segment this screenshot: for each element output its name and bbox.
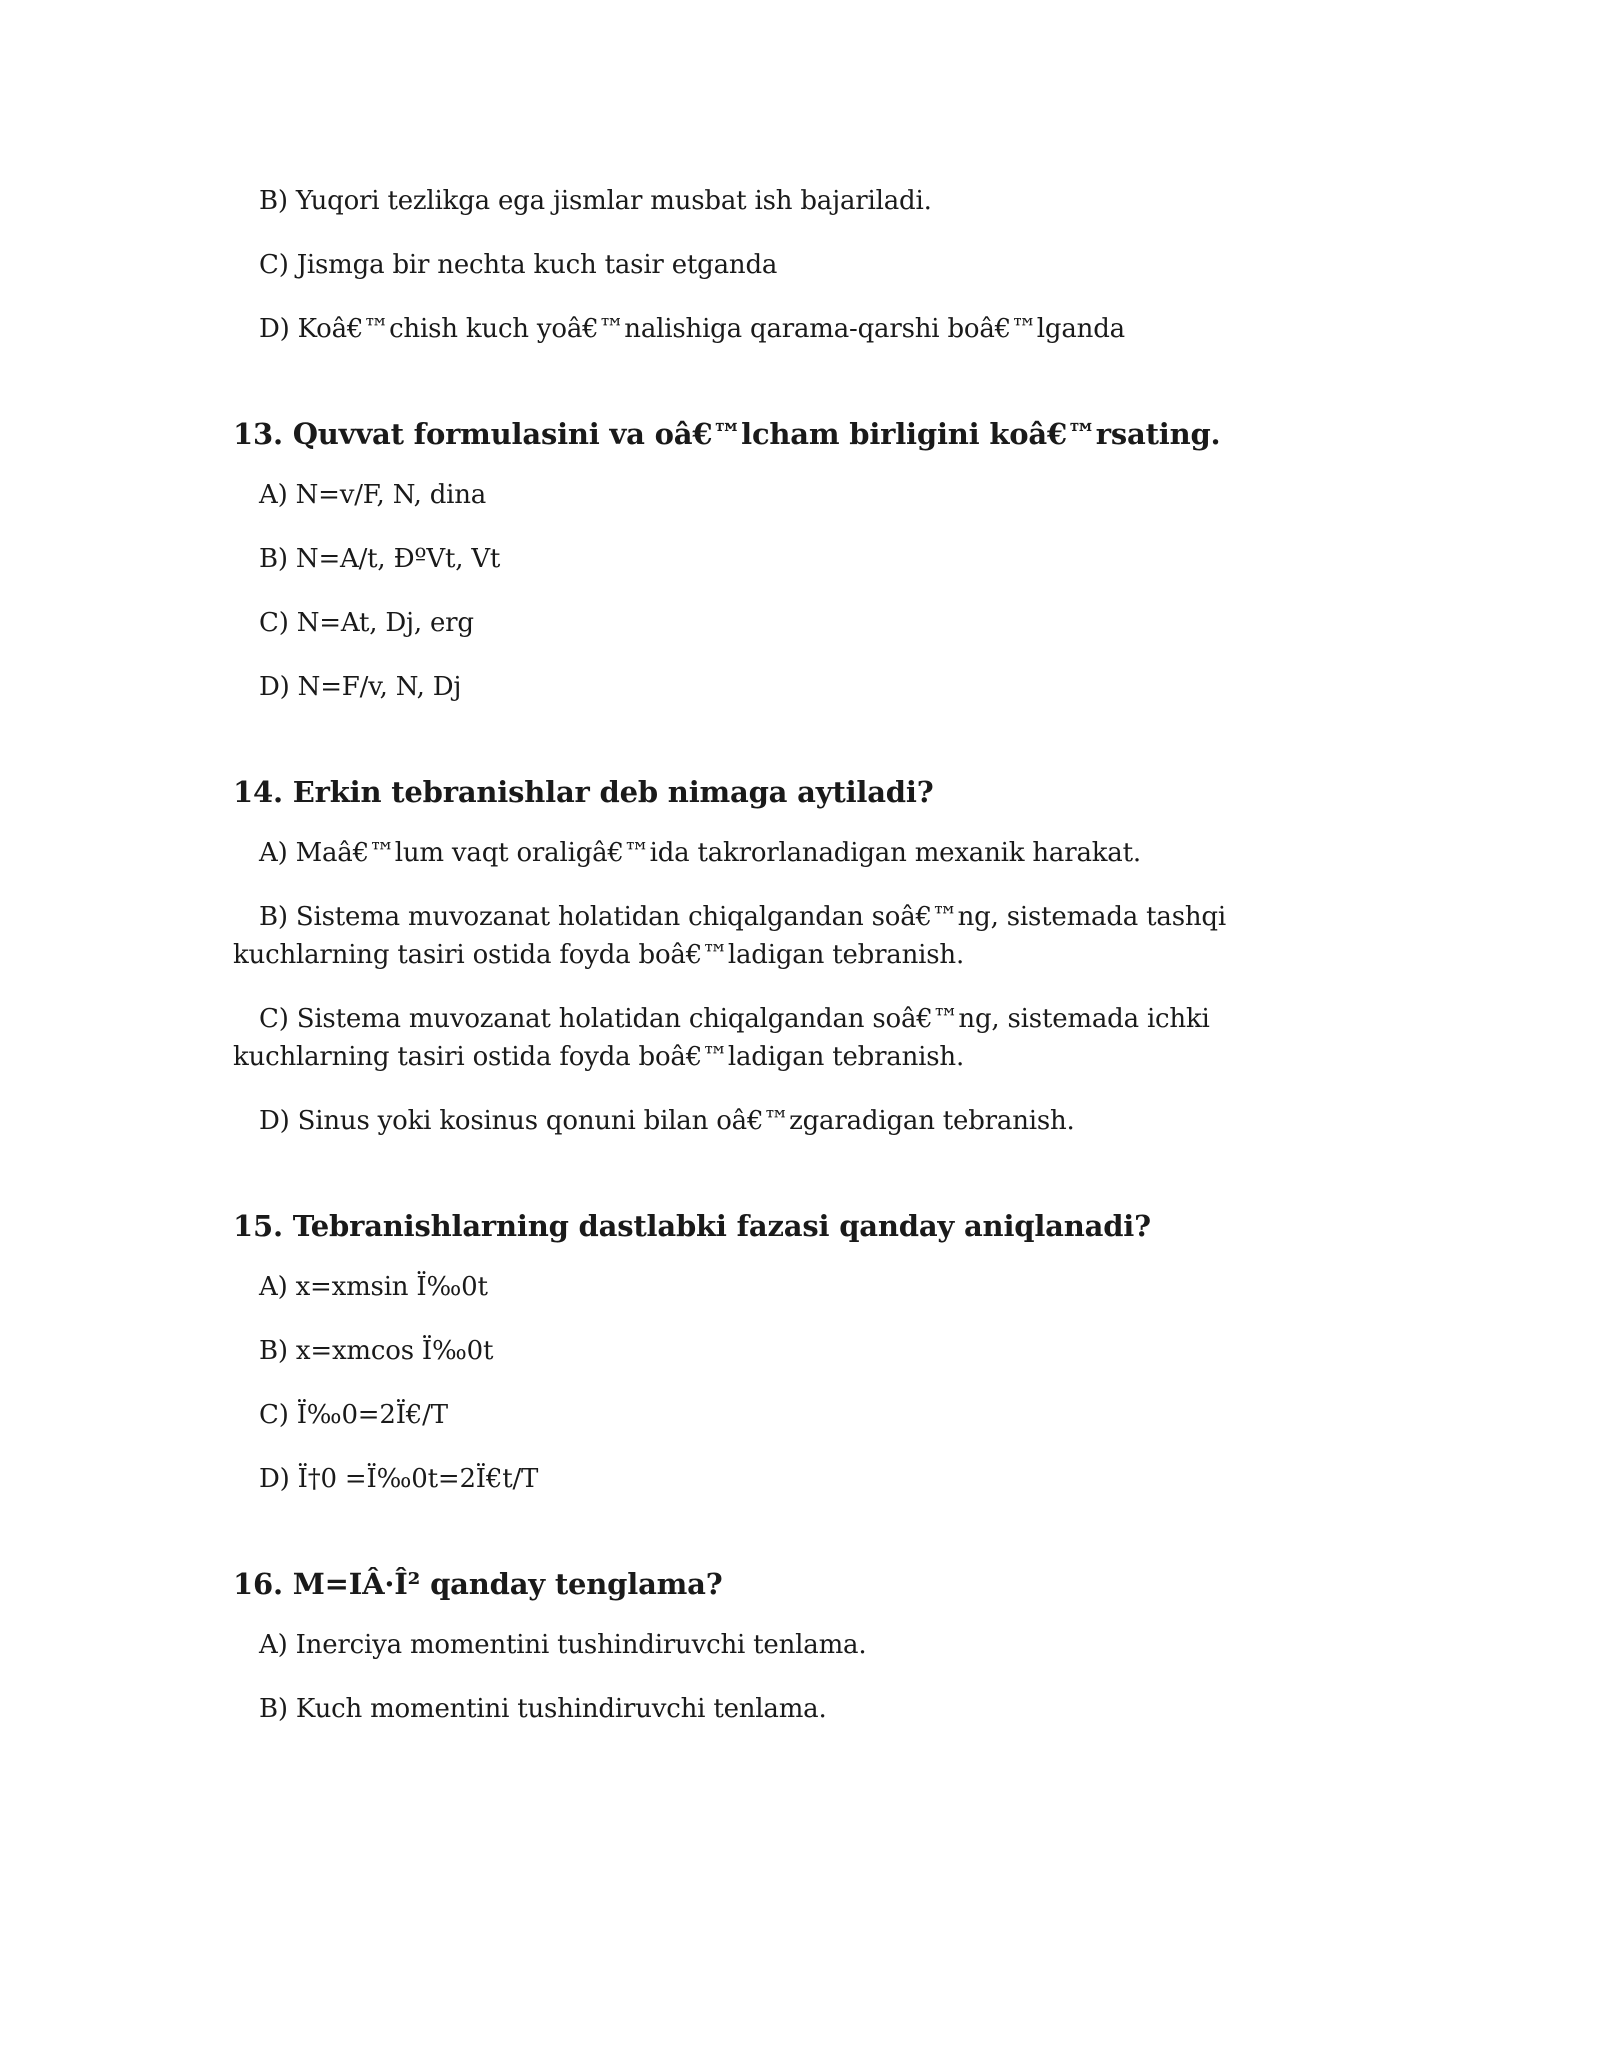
question-title: 15. Tebranishlarning dastlabki fazasi qanday aniqlanadi? <box>233 1209 1151 1243</box>
option-text: C) Ï‰0=2Ï€/T <box>259 1400 448 1430</box>
option-text: C) Jismga bir nechta kuch tasir etganda <box>259 250 778 280</box>
question-title: 14. Erkin tebranishlar deb nimaga aytiladi? <box>233 775 934 809</box>
option-text: D) Ï†0 =Ï‰0t=2Ï€t/T <box>259 1464 539 1494</box>
option-text: A) N=v/F, N, dina <box>259 480 487 510</box>
option-text: D) Koâ€™chish kuch yoâ€™nalishiga qarama-qarshi boâ€™lganda <box>259 314 1125 344</box>
option-text: B) Kuch momentini tushindiruvchi tenlama. <box>259 1694 827 1724</box>
option-text: C) N=At, Dj, erg <box>259 608 474 638</box>
option-text: B) N=A/t, ÐºVt, Vt <box>259 544 501 574</box>
option-text: C) Sistema muvozanat holatidan chiqalgandan soâ€™ng, sistemada ichki kuchlarning tasiri ostida foyda boâ€™ladigan tebranish. <box>233 1004 1210 1072</box>
question-title: 16. M=IÂ·Î² qanday tenglama? <box>233 1567 723 1601</box>
option-text: A) x=xmsin Ï‰0t <box>259 1272 488 1302</box>
question-title: 13. Quvvat formulasini va oâ€™lcham birligini koâ€™rsating. <box>233 417 1221 451</box>
option-text: B) x=xmcos Ï‰0t <box>259 1336 494 1366</box>
question-16 <box>233 1564 1363 1728</box>
option-text: D) N=F/v, N, Dj <box>259 672 462 702</box>
option-text: A) Inerciya momentini tushindiruvchi tenlama. <box>259 1630 867 1660</box>
option-text: B) Yuqori tezlikga ega jismlar musbat ish bajariladi. <box>259 186 932 216</box>
option-text: A) Maâ€™lum vaqt oraligâ€™ida takrorlanadigan mexanik harakat. <box>259 838 1141 868</box>
question-14 <box>233 772 1363 1140</box>
previous-question-options <box>233 182 1363 348</box>
question-15 <box>233 1206 1363 1498</box>
question-13 <box>233 414 1363 706</box>
page-content <box>233 182 1363 1754</box>
option-text: D) Sinus yoki kosinus qonuni bilan oâ€™zgaradigan tebranish. <box>259 1106 1075 1136</box>
option-text: B) Sistema muvozanat holatidan chiqalgandan soâ€™ng, sistemada tashqi kuchlarning tasiri ostida foyda boâ€™ladigan tebranish. <box>233 902 1226 970</box>
